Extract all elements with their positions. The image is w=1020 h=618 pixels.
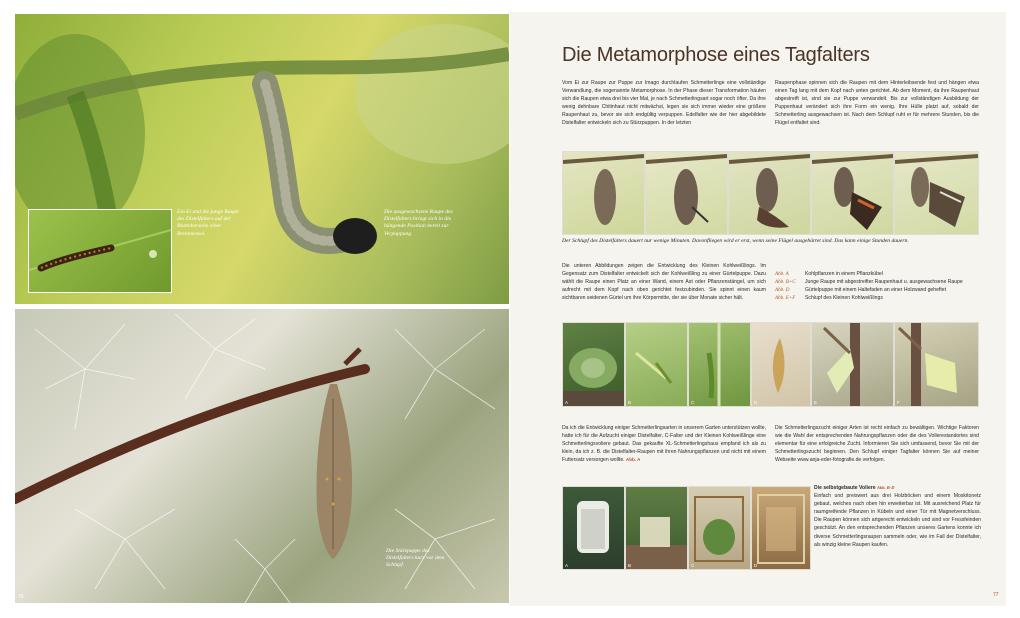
caption-pupa: Die Stürzpuppe des Distelfalters kurz vor dem Schlupf. [386, 548, 445, 569]
thumb-letter: E [814, 400, 818, 405]
voliere-text: Einfach und preiswert aus drei Holzböcken und einem Moskitonetz gebaut, welches nach oben hin erweiterbar ist. Mit ausreichend Platz für raumgreifende Pflanzen in Kübeln und einer Tür mit Magnetverschluss. Die Raupen können sich artgerecht entwickeln und sind vor Fressfeinden geschützt. An den entsprechenden Pflanzen unseres Gartens konnte ich diverse Schmetterlingsraupen sammeln oder, wie im Fall der Distelfalter, als winzig kleine Raupen kaufen. [814, 493, 981, 548]
intro-col2: Raupenphase spinnen sich die Raupen mit dem Hinterleibsende fest und hängen etwa einen Tag lang mit dem Kopf nach unten gerichtet. Ab dem Moment, da ihre Raupenhaut abgestreift ist, sind sie zur Puppe verwandelt. Bis zur vollständigen Ausbildung der Puppenhaut verändert sich ihre Form ein wenig. Ihre Hülle platzt auf, sobald der Schmetterling ausgewachsen ist. Nach dem Schlupf ruht er für mehrere Stunden, bis die Flügel entfaltet sind. [775, 80, 979, 127]
lower-col1: Da ich die Entwicklung einiger Schmetterlingsarten in unserem Garten unterstützen wollte, hatte ich für die Aufzucht einiger Distelfalter, C-Falter und der Kleinen Kohlweißlinge eine Schmetterlingsvoliere gebaut. Das gekaufte XL-Schmetterlingshaus empfand ich als zu klein, da ich z. B. die Distelfalter-Raupen mit ihren Nahrungspflanzen und nicht mit einem Futtersatz versorgen wollte. Abb. A [562, 425, 766, 464]
page-number-right: 77 [993, 592, 999, 598]
voliere-photo-b [625, 486, 688, 570]
kohl-photo-f [894, 322, 979, 407]
kohl-photo-a [562, 322, 625, 407]
voliere-letter: B [628, 563, 632, 568]
legend-item: Abb. D Gürtelpuppe mit einem Haltefaden an einer Holzwand geheftet [775, 287, 947, 294]
voliere-photo-a [562, 486, 625, 570]
kohl-legend [775, 270, 985, 302]
emergence-photo-5 [894, 151, 979, 235]
kohl-text: Die unteren Abbildungen zeigen die Entwicklung des Kleinen Kohlweißlings. Im Gegensatz zum Distelfalter entwickelt sich der Kohlweißling zu einer Gürtelpuppe. Dazu wählt die Raupe einen Platz an einer Wand, einem Ast oder Pflanzenstängel, um sich aufrecht mit dem Kopf nach oben gerichtet festzubinden. Sie spinnt einen kaum sichtbaren seidenen Gürtel um ihre Körpermitte, der sie über Monate sicher hält. [562, 263, 766, 302]
thumb-letter: A [565, 400, 569, 405]
voliere-photo-c [688, 486, 751, 570]
voliere-letter: C [691, 563, 695, 568]
kohl-photo-b [625, 322, 688, 407]
voliere-letter: D [754, 563, 758, 568]
voliere-text-block: Die selbstgebaute Voliere Abb. B-D Einfach und preiswert aus drei Holzböcken und einem Moskitonetz gebaut, welches nach oben hin erweiterbar ist. Mit ausreichend Platz für raumgreifende Pflanzen in Kübeln und einer Tür mit Magnetverschluss. Die Raupen können sich artgerecht entwickeln und sind vor Fressfeinden geschützt. An den entsprechenden Pflanzen unseres Gartens konnte ich diverse Schmetterlingsraupen sammeln oder, wie im Fall der Distelfalter, als winzig kleine Raupen kaufen. [814, 485, 981, 548]
page-title: Die Metamorphose eines Tagfalters [562, 44, 870, 66]
emergence-photo-3 [728, 151, 811, 235]
intro-col1: Vom Ei zur Raupe zur Puppe zur Imago durchlaufen Schmetterlinge eine vollständige Verwandlung, die sogenannte Metamorphose. In der Phase dieser Transformation häuten sich die Raupen etwa drei bis vier Mal, je nach Schmetterlingsart sogar noch öfter. Da ihre wenig dehnbare Chitinhaut nicht mitwächst, legen sie sich immer wieder eine größere Raupenhaut zu, bevor sie sich endgültig verpuppen. Edelfalter wie der hier abgebildete Distelfalter entwickeln sich zu Stürzpuppen. In der letzten [562, 80, 766, 127]
voliere-letter: A [565, 563, 569, 568]
legend-item: Abb. A Kohlpflanzen in einem Pflanzkübel [775, 271, 883, 277]
inset-photo-egg-young-caterpillar [28, 209, 172, 293]
legend-item: Abb. B+C Junge Raupe mit abgestreifter Raupenhaut u. ausgewachsene Raupe [775, 279, 963, 286]
emergence-photo-4 [811, 151, 894, 235]
caption-grown-caterpillar: Die ausgewachsene Raupe des Distelfalters bringt sich in die hängende Position bereit zur Verpuppung. [384, 209, 453, 237]
lower-col2: Die Schmetterlingszucht einiger Arten ist recht einfach zu bewältigen. Wichtige Faktoren wie die Wahl der entsprechenden Nahrungspflanzen oder die des Vollerestandortes sind elementar für eine erfolgreiche Zucht. Informieren Sie sich umfassend, bevor Sie mit der Schmetterlingszucht beginnen. Den Schlupf einiger Tagfalter können Sie auf meiner Webseite www.anja-eder-fotografie.de verfolgen. [775, 425, 979, 464]
thumb-letter: D [754, 400, 758, 405]
voliere-photo-d [751, 486, 811, 570]
kohl-photo-d [751, 322, 811, 407]
legend-item: Abb. E+F Schlupf des Kleinen Kohlweißlings [775, 295, 883, 302]
caption-egg: Ein Ei und die junge Raupe des Distelfalters auf der Blattoberseite einer Brennnessel. [177, 209, 239, 237]
thumb-letter: B [628, 400, 632, 405]
kohl-photo-e [811, 322, 894, 407]
page-number-left: 76 [18, 594, 24, 600]
voliere-heading: Die selbstgebaute Voliere [814, 485, 876, 491]
thumb-letter: C [691, 400, 695, 405]
emergence-photo-1 [562, 151, 645, 235]
emergence-photo-2 [645, 151, 728, 235]
emergence-caption: Der Schlupf des Distelfalters dauert nur wenige Minuten. Davonfliegen wird er erst, wenn seine Flügel ausgehärtet sind. Das kann einige Stunden dauern. [562, 238, 909, 244]
thumb-letter: F [897, 400, 900, 405]
kohl-photo-c [688, 322, 751, 407]
